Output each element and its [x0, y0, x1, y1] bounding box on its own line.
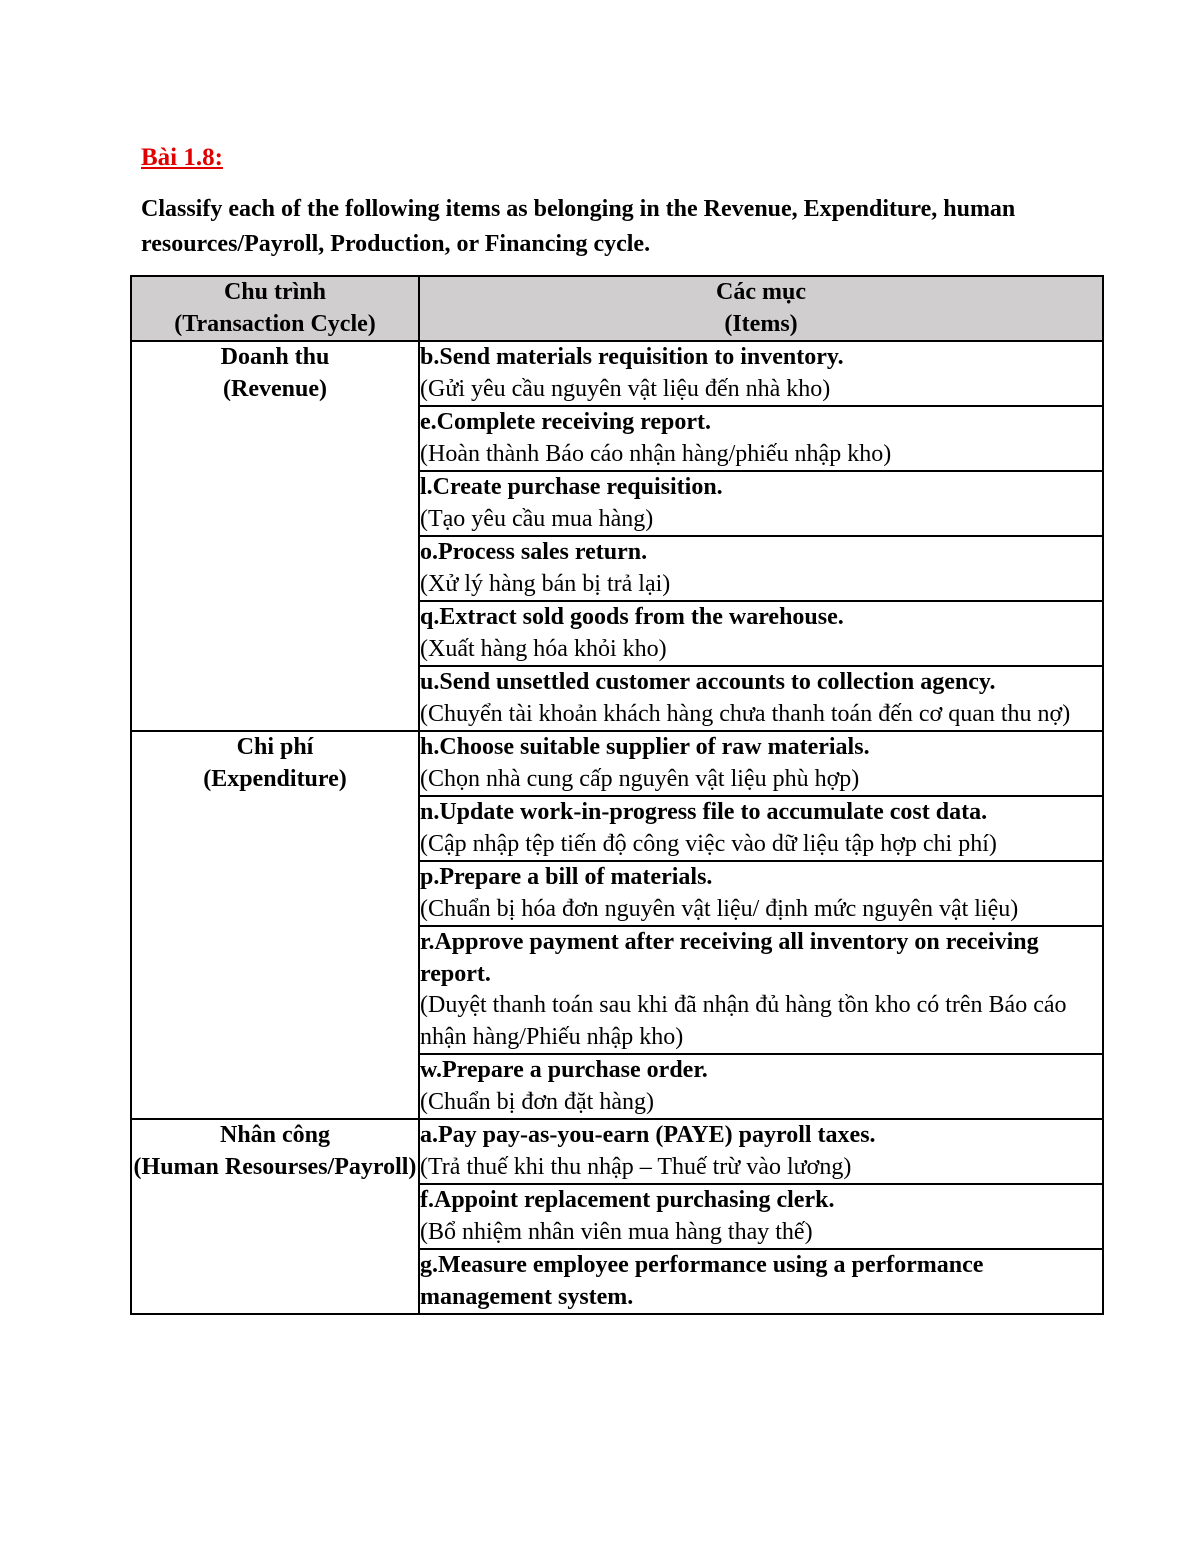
table-row: [131, 341, 1103, 406]
item-vietnamese: (Gửi yêu cầu nguyên vật liệu đến nhà kho): [420, 375, 831, 402]
table-row: [131, 1119, 1103, 1184]
item-cell: [419, 861, 1103, 926]
item-vietnamese: (Bổ nhiệm nhân viên mua hàng thay thế): [420, 1218, 813, 1245]
cycle-cell: [131, 341, 419, 731]
item-cell: [419, 731, 1103, 796]
item-cell: [419, 1119, 1103, 1184]
item-cell: [419, 666, 1103, 731]
item-vietnamese: (Xử lý hàng bán bị trả lại): [420, 570, 671, 597]
item-english: f.Appoint replacement purchasing clerk.: [420, 1187, 835, 1213]
item-cell: [419, 341, 1103, 406]
item-english: b.Send materials requisition to inventory.: [420, 344, 844, 370]
item-cell: [419, 471, 1103, 536]
header-cycle-line: Chu trình: [223, 279, 327, 305]
item-vietnamese: (Cập nhập tệp tiến độ công việc vào dữ liệu tập hợp chi phí): [420, 830, 997, 857]
header-items: [419, 276, 1103, 341]
item-cell: [419, 1184, 1103, 1249]
item-cell: [419, 1054, 1103, 1119]
cycle-label-line: (Human Resourses/Payroll): [133, 1153, 417, 1180]
item-english: u.Send unsettled customer accounts to collection agency.: [420, 669, 996, 695]
item-cell: [419, 536, 1103, 601]
item-vietnamese: (Trả thuế khi thu nhập – Thuế trừ vào lương): [420, 1153, 852, 1180]
item-vietnamese: (Xuất hàng hóa khỏi kho): [420, 635, 667, 662]
item-english: a.Pay pay-as-you-earn (PAYE) payroll taxes.: [420, 1122, 876, 1148]
table-header-row: [131, 276, 1103, 341]
table-body: [131, 341, 1103, 1314]
item-vietnamese: (Tạo yêu cầu mua hàng): [420, 505, 654, 532]
cycle-label-line: Doanh thu: [220, 344, 330, 370]
item-vietnamese: (Hoàn thành Báo cáo nhận hàng/phiếu nhập kho): [420, 440, 892, 467]
cycle-label-line: Nhân công: [219, 1122, 331, 1148]
header-cycle: [131, 276, 419, 341]
item-english: n.Update work-in-progress file to accumulate cost data.: [420, 799, 988, 825]
item-cell: [419, 1249, 1103, 1314]
exercise-instructions: Classify each of the following items as belonging in the Revenue, Expenditure, human resources/Payroll, Production, or Financing cycle.: [141, 196, 1016, 257]
item-cell: [419, 796, 1103, 861]
cycle-cell: [131, 1119, 419, 1314]
item-cell: [419, 926, 1103, 1054]
item-vietnamese: (Chuyển tài khoản khách hàng chưa thanh toán đến cơ quan thu nợ): [420, 700, 1071, 727]
item-english: q.Extract sold goods from the warehouse.: [420, 604, 844, 630]
item-english: o.Process sales return.: [420, 539, 648, 565]
item-english: g.Measure employee performance using a performance management system.: [420, 1252, 984, 1310]
item-cell: [419, 406, 1103, 471]
item-english: l.Create purchase requisition.: [420, 474, 723, 500]
header-items-line: Các mục: [716, 279, 806, 305]
item-english: p.Prepare a bill of materials.: [420, 864, 713, 890]
table-row: [131, 731, 1103, 796]
item-english: e.Complete receiving report.: [420, 409, 712, 435]
cycle-cell: [131, 731, 419, 1119]
item-english: h.Choose suitable supplier of raw materials.: [420, 734, 870, 760]
item-english: w.Prepare a purchase order.: [420, 1057, 708, 1083]
cycle-label-line: (Expenditure): [203, 765, 347, 792]
item-vietnamese: (Chuẩn bị hóa đơn nguyên vật liệu/ định mức nguyên vật liệu): [420, 895, 1019, 922]
item-english: r.Approve payment after receiving all inventory on receiving report.: [420, 929, 1039, 987]
cycle-label-line: (Revenue): [223, 375, 327, 402]
item-cell: [419, 601, 1103, 666]
header-items-line: (Items): [724, 310, 798, 337]
exercise-heading: Bài 1.8:: [141, 144, 223, 171]
item-vietnamese: (Duyệt thanh toán sau khi đã nhận đủ hàng tồn kho có trên Báo cáo nhận hàng/Phiếu nhập kho): [420, 992, 1067, 1050]
classification-table: [130, 275, 1104, 1315]
cycle-label-line: Chi phí: [236, 734, 314, 760]
header-cycle-line: (Transaction Cycle): [174, 310, 376, 337]
item-vietnamese: (Chuẩn bị đơn đặt hàng): [420, 1088, 654, 1115]
item-vietnamese: (Chọn nhà cung cấp nguyên vật liệu phù hợp): [420, 765, 860, 792]
